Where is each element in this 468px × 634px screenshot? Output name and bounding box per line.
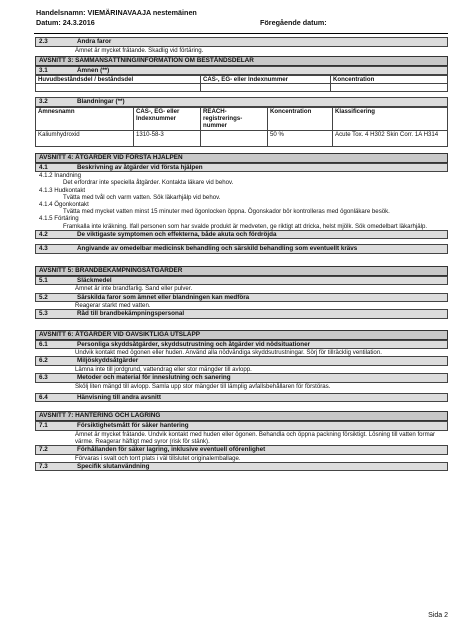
subsection-title: Blandningar (**) (77, 98, 125, 106)
table-header-cell: Klassificering (333, 107, 448, 130)
table-header-cell: Huvudbeståndsdel / beståndsdel (36, 76, 201, 84)
table-header-row (36, 76, 448, 84)
subsection-number: 7.3 (39, 462, 48, 470)
subsection-number: 6.3 (39, 374, 48, 382)
subsection-title: Ämnen (**) (77, 66, 110, 74)
subsection-6-3-text: Skölj liten mängd till avlopp. Samla upp stor mängder till lämplig avfallsbehållaren för förstöras. (75, 382, 331, 390)
subsection-number: 5.3 (39, 310, 48, 318)
subsection-6-3-heading (35, 373, 448, 383)
subsection-title: Specifik slutanvändning (77, 462, 150, 470)
subsection-2-3-heading (35, 37, 448, 47)
item-label: 4.1.2 Inandning (39, 172, 82, 180)
subsection-title: Beskrivning av åtgärder vid första hjälpen (77, 163, 203, 171)
table-cell: Kaliumhydroxid (36, 130, 134, 146)
section-7-heading: AVSNITT 7: HANTERING OCH LAGRING (35, 411, 448, 421)
subsection-number: 5.2 (39, 293, 48, 301)
subsection-number: 5.1 (39, 276, 48, 284)
subsection-4-2-heading (35, 230, 448, 240)
subsection-number: 6.1 (39, 340, 48, 348)
subsection-6-2-text: Lämna inte till jordgrund, vattendrag eller stor mängder till avlopp. (75, 365, 252, 373)
subsection-title: Miljöskyddsåtgärder (77, 357, 139, 365)
table-header-row (36, 107, 448, 130)
table-header-cell: Koncentration (331, 76, 448, 84)
subsection-7-2-text: Förvaras i svalt och torrt plats i väl tillslutet originalemballage. (75, 454, 241, 462)
subsection-3-2-heading (35, 97, 448, 107)
subsection-4-3-heading (35, 244, 448, 254)
subsection-7-2-heading (35, 445, 448, 455)
subsection-7-3-heading (35, 462, 448, 472)
subsection-3-1-heading (35, 66, 448, 76)
subsection-title: Andra faror (77, 38, 112, 45)
header-divider (34, 33, 448, 34)
subsection-number: 3.2 (39, 98, 48, 106)
subsection-title: De viktigaste symptomen och effekterna, både akuta och fördröjda (77, 230, 277, 238)
section-4-heading: AVSNITT 4: ÅTGÄRDER VID FÖRSTA HJÄLPEN (35, 153, 448, 163)
subsection-5-1-text: Ämnet är inte brandfarlig. Sand eller pulver. (75, 285, 193, 293)
subsection-title: Råd till brandbekämpningspersonal (77, 310, 185, 318)
subsection-6-2-heading (35, 356, 448, 366)
item-text: Framkalla inte kräkning. Ifall personen som har svalde produkt är medveten, ge riktigt att dricka, helst mjölk. Sök omedelbart läkarhjälp. (63, 222, 428, 230)
subsection-5-1-heading (35, 276, 448, 286)
section-6-heading: AVSNITT 6: ÅTGÄRDER VID OAVSIKTLIGA UTSLÄPP (35, 330, 448, 340)
section-5-heading: AVSNITT 5: BRANDBEKÄMPNINGSÅTGÄRDER (35, 266, 448, 276)
trade-name-label: Handelsnamn: (36, 8, 86, 17)
subsection-number: 6.2 (39, 357, 48, 365)
subsection-number: 6.4 (39, 393, 48, 401)
subsection-5-2-heading (35, 293, 448, 303)
table-cell (201, 130, 268, 146)
section-3-heading: AVSNITT 3: SAMMANSÄTTNING/INFORMATION OM BESTÅNDSDELAR (35, 56, 448, 66)
subsection-title: Försiktighetsmått för säker hantering (77, 422, 189, 430)
table-header-cell: REACH-registrerings-nummer (201, 107, 268, 130)
subsection-number: 7.1 (39, 422, 48, 430)
table-header-cell: Ämnesnamn (36, 107, 134, 130)
table-cell: Acute Tox. 4 H302 Skin Corr. 1A H314 (333, 130, 448, 146)
trade-name-value: VIEMÄRINAVAAJA nestemäinen (87, 8, 197, 17)
subsection-6-1-heading (35, 340, 448, 350)
table-cell: 50 % (268, 130, 333, 146)
date-row (36, 18, 436, 28)
subsection-5-2-text: Reagerar starkt med vatten. (75, 302, 151, 310)
subsection-6-4-heading (35, 393, 448, 403)
table-row (36, 84, 448, 92)
item-label: 4.1.4 Ögonkontakt (39, 201, 89, 209)
item-label: 4.1.3 Hudkontakt (39, 186, 86, 194)
table-cell: 1310-58-3 (134, 130, 201, 146)
subsection-title: Metoder och material för inneslutning och sanering (77, 374, 231, 382)
date-label: Datum: (36, 18, 61, 27)
subsection-title: Angivande av omedelbar medicinsk behandling och särskild behandling som eventuellt krävs (77, 245, 358, 253)
subsection-4-1-heading (35, 163, 448, 173)
subsection-5-3-heading (35, 309, 448, 319)
table-cell (331, 84, 448, 92)
subsection-title: Personliga skyddsåtgärder, skyddsutrustning och åtgärder vid nödsituationer (77, 340, 311, 348)
subsection-2-3-text: Ämnet är mycket frätande. Skadlig vid förtäring. (75, 46, 204, 54)
item-text: Tvätta med mycket vatten minst 15 minuter med ögonlocken öppna. Ögonskador bör kontrolleras med ögonläkare besök. (63, 208, 390, 216)
subsection-title: Särskilda faror som ämnet eller blandningen kan medföra (77, 293, 250, 301)
subsection-number: 7.2 (39, 446, 48, 454)
subsection-6-1-text: Undvik kontakt med ögonen eller huden. Använd alla nödvändiga skyddsutrustningar. Sörj för tillräcklig ventilation. (75, 349, 382, 357)
subsection-number: 2.3 (39, 38, 48, 45)
previous-date-label: Föregående datum: (260, 18, 327, 27)
table-cell (201, 84, 331, 92)
subsection-number: 4.1 (39, 163, 48, 171)
table-header-cell: CAS-, EG- eller Indexnummer (201, 76, 331, 84)
table-cell (36, 84, 201, 92)
subsection-title: Hänvisning till andra avsnitt (77, 393, 161, 401)
page-number: Sida 2 (428, 612, 448, 619)
item-label: 4.1.5 Förtäring (39, 215, 79, 223)
table-row (36, 130, 448, 146)
trade-name-row (36, 8, 436, 18)
table-header-cell: Koncentration (268, 107, 333, 130)
subsection-number: 4.2 (39, 230, 48, 238)
subsection-number: 4.3 (39, 245, 48, 253)
subsection-title: Förhållanden för säker lagring, inklusive eventuell oförenlighet (77, 446, 266, 454)
subsection-number: 3.1 (39, 66, 48, 74)
item-text: Det erfordrar inte speciella åtgärder. Kontakta läkare vid behov. (63, 179, 234, 187)
document-body (35, 37, 448, 471)
subsection-title: Släckmedel (77, 276, 112, 284)
subsection-7-1-heading (35, 421, 448, 431)
page-header (36, 8, 436, 28)
substances-table (35, 75, 448, 92)
item-text: Tvätta med tvål och varm vatten. Sök läkarhjälp vid behov. (63, 193, 221, 201)
mixtures-table (35, 107, 448, 147)
date-value: 24.3.2016 (62, 18, 95, 27)
table-header-cell: CAS-, EG- eller Indexnummer (134, 107, 201, 130)
subsection-7-1-text: Ämnet är mycket frätande. Undvik kontakt med huden eller ögonen. Behandla och öppna packning försiktigt. Lösning till vatten formar värme. Reagerar häftigt med syror (risk för stänk). (75, 430, 436, 446)
